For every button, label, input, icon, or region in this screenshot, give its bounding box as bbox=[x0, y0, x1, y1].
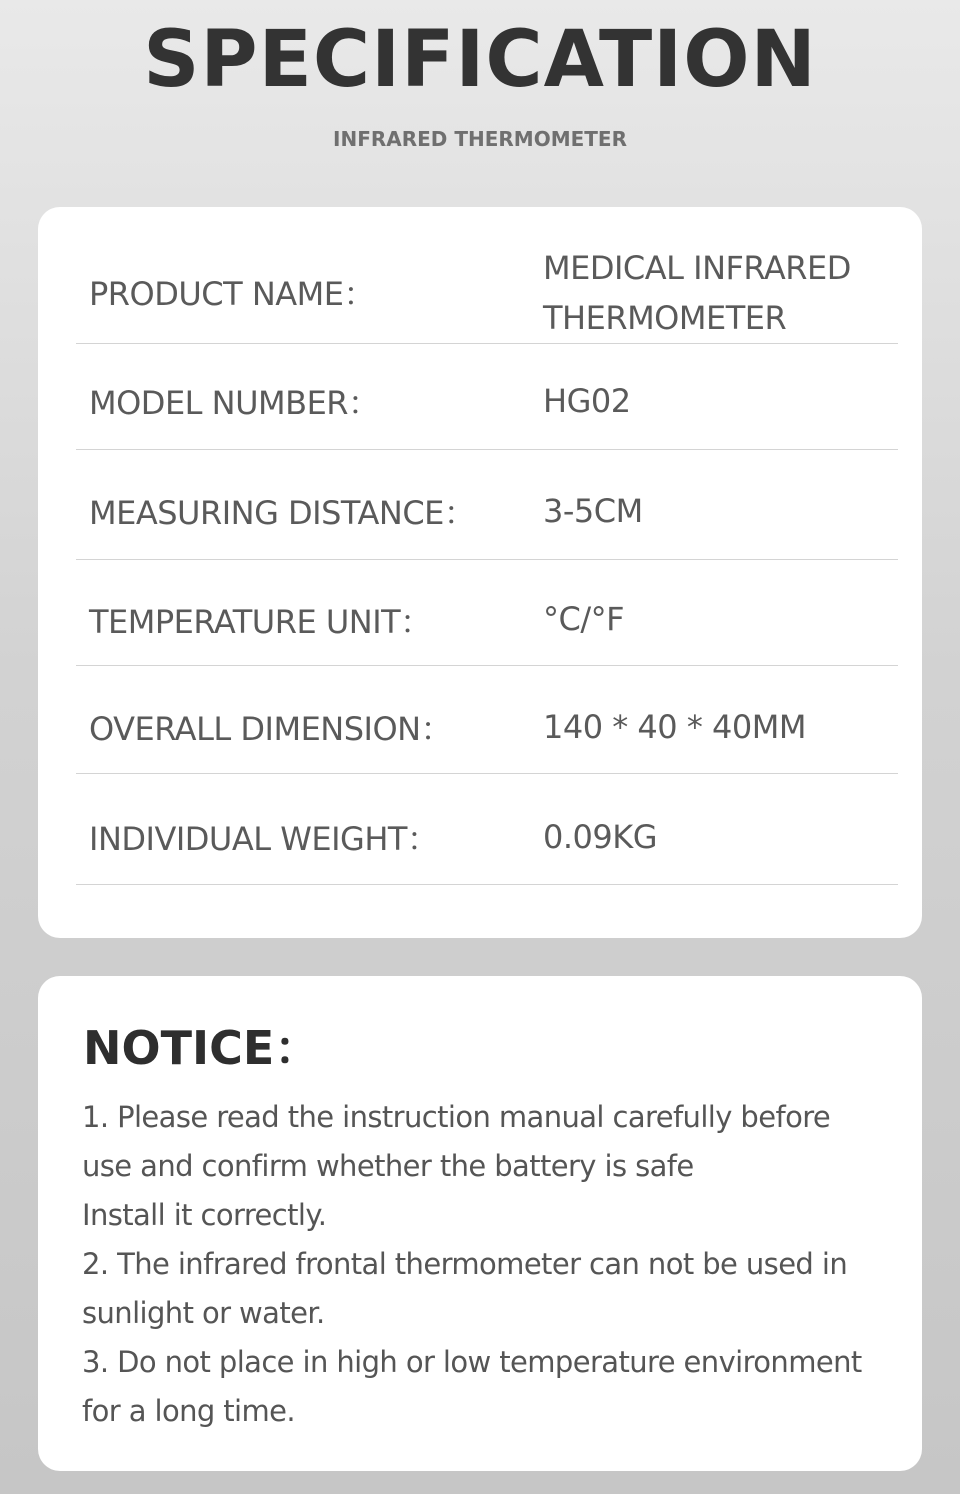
spec-row-measuring-distance bbox=[76, 450, 898, 560]
notice-title: NOTICE： bbox=[83, 1021, 321, 1075]
spec-value: °C/°F bbox=[543, 600, 625, 638]
notice-line: sunlight or water. bbox=[82, 1296, 325, 1330]
notice-text bbox=[82, 1093, 902, 1436]
spec-value: 3-5CM bbox=[543, 492, 643, 530]
spec-value bbox=[543, 243, 851, 343]
spec-label: TEMPERATURE UNIT： bbox=[89, 603, 432, 641]
spec-row-individual-weight bbox=[76, 774, 898, 885]
spec-label: MODEL NUMBER： bbox=[89, 384, 380, 422]
spec-label: PRODUCT NAME： bbox=[89, 275, 376, 313]
spec-label: MEASURING DISTANCE： bbox=[89, 494, 476, 532]
notice-line: 2. The infrared frontal thermometer can not be used in bbox=[82, 1247, 848, 1281]
spec-label: INDIVIDUAL WEIGHT： bbox=[89, 820, 439, 858]
spec-label: OVERALL DIMENSION： bbox=[89, 710, 453, 748]
spec-value-line: THERMOMETER bbox=[543, 299, 787, 337]
notice-line: use and confirm whether the battery is safe bbox=[82, 1149, 694, 1183]
page-subtitle: INFRARED THERMOMETER bbox=[333, 127, 627, 151]
spec-row-model-number bbox=[76, 344, 898, 450]
notice-card bbox=[38, 976, 922, 1471]
spec-row-product-name bbox=[76, 207, 898, 344]
spec-value-line: MEDICAL INFRARED bbox=[543, 249, 851, 287]
notice-line: for a long time. bbox=[82, 1394, 296, 1428]
notice-line: Install it correctly. bbox=[82, 1198, 327, 1232]
spec-row-overall-dimension bbox=[76, 666, 898, 774]
spec-value: 140 * 40 * 40MM bbox=[543, 708, 806, 746]
notice-line: 1. Please read the instruction manual carefully before bbox=[82, 1100, 831, 1134]
spec-row-temperature-unit bbox=[76, 560, 898, 666]
spec-value: HG02 bbox=[543, 382, 631, 420]
spec-value: 0.09KG bbox=[543, 818, 658, 856]
page-title: SPECIFICATION bbox=[143, 15, 817, 105]
specification-card bbox=[38, 207, 922, 938]
notice-line: 3. Do not place in high or low temperature environment bbox=[82, 1345, 862, 1379]
